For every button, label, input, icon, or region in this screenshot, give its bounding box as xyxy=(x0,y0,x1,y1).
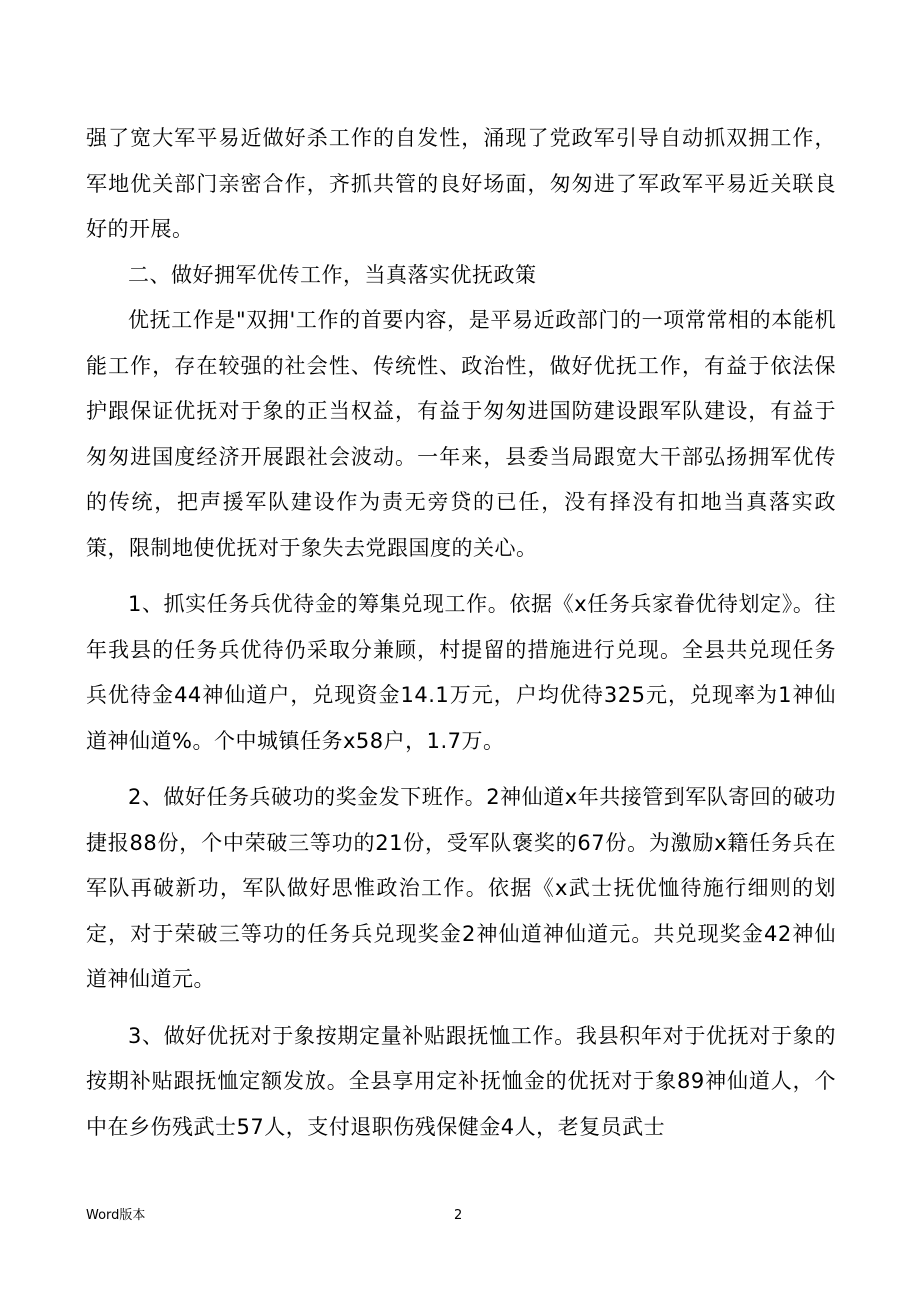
paragraph-preferential-care: 优抚工作是"双拥'工作的首要内容，是平易近政部门的一项常常相的本能机能工作，存在较强的社会性、传统性、政治性，做好优抚工作，有益于依法保护跟保证优抚对于象的正当权益，有益于匆匆进国防建设跟军队建设，有益于匆匆进国度经济开展跟社会波动。一年来，县委当局跟宽大干部弘扬拥军优传的传统，把声援军队建设作为责无旁贷的已任，没有择没有扣地当真落实政策，限制地使优抚对于象失去党跟国度的关心。 xyxy=(86,308,836,560)
section-heading: 二、做好拥军优传工作，当真落实优抚政策 xyxy=(128,262,537,287)
paragraph-item-2: 2、做好任务兵破功的奖金发下班作。2神仙道x年共接管到军队寄回的破功捷报88份，个中荣破三等功的21份，受军队褒奖的67份。为激励x籍任务兵在军队再破新功，军队做好思惟政治工作。依据《x武士抚优恤待施行细则的划定，对于荣破三等功的任务兵兑现奖金2神仙道神仙道元。共兑现奖金42神仙道神仙道元。 xyxy=(86,785,836,991)
paragraph-item-3: 3、做好优抚对于象按期定量补贴跟抚恤工作。我县积年对于优抚对于象的按期补贴跟抚恤定额发放。全县享用定补抚恤金的优抚对于象89神仙道人，个中在乡伤残武士57人，支付退职伤残保健金4人，老复员武士 xyxy=(86,1023,836,1139)
document-body xyxy=(86,116,836,1150)
footer-label: Word版本 xyxy=(86,1208,146,1223)
page-number: 2 xyxy=(454,1208,463,1223)
paragraph-continuation: 强了宽大军平易近做好杀工作的自发性，涌现了党政军引导自动抓双拥工作，军地优关部门亲密合作，齐抓共管的良好场面，匆匆进了军政军平易近关联良好的开展。 xyxy=(86,126,836,241)
paragraph-item-1: 1、抓实任务兵优待金的筹集兑现工作。依据《x任务兵家眷优待划定》。往年我县的任务兵优待仍采取分兼顾，村提留的措施进行兑现。全县共兑现任务兵优待金44神仙道户，兑现资金14.1万元，户均优待325元，兑现率为1神仙道神仙道%。个中城镇任务x58户，1.7万。 xyxy=(86,592,836,753)
